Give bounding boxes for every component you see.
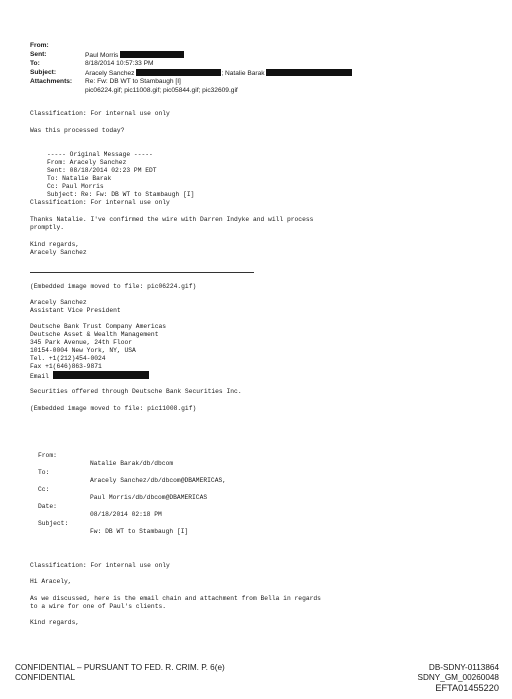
- closing-line: Kind regards,: [30, 241, 80, 248]
- message-line: promptly.: [30, 224, 65, 231]
- closing-line: Kind regards,: [30, 619, 80, 626]
- fwd-subject-value: Fw: DB WT to Stambaugh [I]: [90, 527, 189, 535]
- fwd-to-row: [0, 459, 512, 484]
- message-line: As we discussed, here is the email chain and attachment from Bella in regards: [30, 595, 321, 602]
- signature-title: Assistant Vice President: [30, 307, 121, 314]
- signature-fax: Fax +1(646)863-9871: [30, 363, 102, 370]
- bates-number-3: EFTA01455220: [435, 683, 499, 693]
- fwd-to-value: Aracely Sanchez/db/dbcom@DBAMERICAS,: [90, 476, 227, 484]
- embedded-image-note: (Embedded image moved to file: pic06224.gif): [30, 283, 197, 290]
- fwd-cc-label: Cc:: [38, 486, 50, 494]
- original-to: To: Natalie Barak: [47, 175, 112, 182]
- fwd-date-label: Date:: [38, 503, 57, 511]
- fwd-from-value: Natalie Barak/db/dbcom: [90, 459, 174, 467]
- email-label: Email: [30, 373, 49, 380]
- original-sent: Sent: 08/18/2014 02:23 PM EDT: [47, 167, 157, 174]
- fwd-subject-label: Subject:: [38, 520, 69, 528]
- fwd-from-label: From:: [38, 452, 57, 460]
- confidential-label: CONFIDENTIAL: [15, 673, 76, 682]
- fwd-to-label: To:: [38, 469, 50, 477]
- signature-name: Aracely Sanchez: [30, 299, 87, 306]
- bates-number-2: SDNY_GM_00260048: [417, 673, 499, 682]
- signature-tel: Tel. +1(212)454-0024: [30, 355, 106, 362]
- subject-value: Re: Fw: DB WT to Stambaugh [I]: [85, 77, 181, 85]
- attachments-label: Attachments:: [30, 78, 73, 86]
- fwd-date-row: [0, 493, 512, 518]
- message-line: Thanks Natalie. I've confirmed the wire with Darren Indyke and will process: [30, 216, 314, 223]
- signature-address: 345 Park Avenue, 24th Floor: [30, 339, 133, 346]
- to-name-1: Aracely Sanchez: [85, 69, 135, 77]
- redaction-bar: [53, 371, 149, 379]
- sent-value: 8/18/2014 10:57:33 PM: [85, 59, 154, 67]
- sent-label: Sent:: [30, 51, 47, 59]
- classification-line: Classification: For internal use only: [30, 199, 170, 206]
- to-label: To:: [30, 60, 40, 68]
- classification-line: Classification: For internal use only: [30, 110, 170, 117]
- subject-label: Subject:: [30, 69, 57, 77]
- classification-line: Classification: For internal use only: [30, 562, 170, 569]
- embedded-image-note: (Embedded image moved to file: pic11008.gif): [30, 405, 197, 412]
- bates-number-1: DB-SDNY-0113864: [428, 663, 499, 672]
- to-name-2: ; Natalie Barak: [221, 69, 265, 77]
- fwd-cc-row: [0, 476, 512, 501]
- securities-note: Securities offered through Deutsche Bank Securities Inc.: [30, 388, 242, 395]
- fwd-from-row: [0, 445, 512, 467]
- signature-divider: [30, 272, 254, 273]
- attachments-value: pic06224.gif; pic11008.gif; pic05844.gif; pic32609.gif: [85, 86, 238, 94]
- confidential-notice: CONFIDENTIAL – PURSUANT TO FED. R. CRIM. P. 6(e): [15, 663, 225, 672]
- original-from: From: Aracely Sanchez: [47, 159, 127, 166]
- fwd-cc-value: Paul Morris/db/dbcom@DBAMERICAS: [90, 493, 208, 501]
- signature-division: Deutsche Asset & Wealth Management: [30, 331, 159, 338]
- question-line: Was this processed today?: [30, 127, 125, 134]
- signature-city: 10154-0004 New York, NY, USA: [30, 347, 136, 354]
- fwd-subject-row: [0, 510, 512, 535]
- signature-email: [30, 371, 149, 380]
- signature-company: Deutsche Bank Trust Company Americas: [30, 323, 167, 330]
- from-label: From:: [30, 42, 49, 50]
- from-name: Paul Morris: [85, 51, 119, 59]
- signer-name: Aracely Sanchez: [30, 249, 87, 256]
- greeting-line: Hi Aracely,: [30, 578, 72, 585]
- fwd-date-value: 08/18/2014 02:18 PM: [90, 510, 162, 518]
- original-cc: Cc: Paul Morris: [47, 183, 104, 190]
- message-line: to a wire for one of Paul's clients.: [30, 603, 167, 610]
- original-message-divider: ----- Original Message -----: [47, 151, 153, 158]
- original-subject: Subject: Re: Fw: DB WT to Stambaugh [I]: [47, 191, 195, 198]
